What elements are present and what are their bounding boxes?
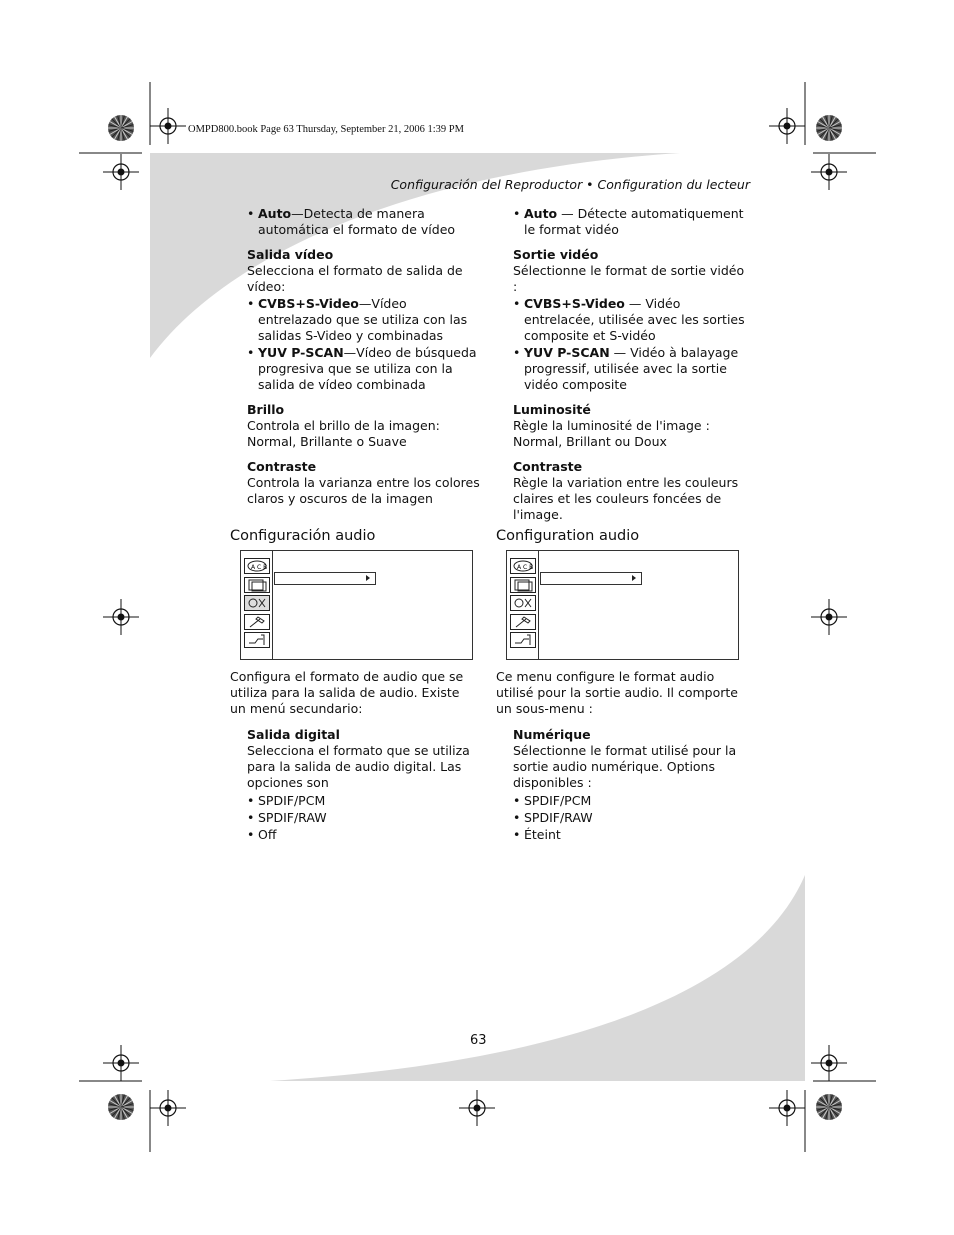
list-item [513, 296, 749, 344]
registration-target [150, 108, 186, 144]
spanish-audio-intro: Configura el formato de audio que se utiliza para la salida de audio. Existe un menú secundario: [230, 669, 464, 716]
registration-target [459, 1090, 495, 1126]
list-item: • Éteint [513, 827, 749, 843]
list-item: • SPDIF/RAW [247, 810, 483, 826]
registration-target [103, 599, 139, 635]
term: CVBS+S-Video [524, 296, 625, 311]
registration-starburst [108, 115, 134, 141]
term: YUV P-SCAN [258, 345, 344, 360]
list-item [247, 345, 483, 393]
list-item: • SPDIF/PCM [513, 793, 749, 809]
running-header: Configuración del Reproductor • Configuration du lecteur [390, 177, 750, 192]
registration-target [103, 1045, 139, 1081]
registration-target [811, 599, 847, 635]
registration-starburst [816, 115, 842, 141]
list-item: • SPDIF/PCM [247, 793, 483, 809]
menu-icon-column [507, 551, 539, 659]
registration-target [811, 154, 847, 190]
language-icon [244, 558, 270, 574]
menu-selection-field [540, 572, 642, 585]
screen-icon [510, 577, 536, 593]
registration-target [811, 1045, 847, 1081]
video-out-heading: Salida vídeo [247, 247, 334, 262]
registration-target [150, 1090, 186, 1126]
spanish-digital-section [247, 727, 483, 844]
page-number: 63 [470, 1033, 487, 1048]
digital-heading: Salida digital [247, 727, 340, 742]
definition: — Vidéo entrelacée, utilisée avec les sorties composite et S-vidéo [524, 296, 745, 343]
spanish-video-section [247, 205, 483, 507]
list-item [513, 345, 749, 393]
french-audio-intro: Ce menu configure le format audio utilisé pour la sortie audio. Il comporte un sous-menu : [496, 669, 738, 716]
spanish-audio-title: Configuración audio [230, 528, 376, 544]
video-out-heading: Sortie vidéo [513, 247, 599, 262]
digital-text: Sélectionne le format utilisé pour la sortie audio numérique. Options disponibles : [513, 743, 737, 790]
svg-text:A C B: A C B [251, 564, 268, 571]
definition: — Détecte automatiquement le format vidéo [524, 206, 744, 237]
definition: —Detecta de manera automática el formato de vídeo [258, 206, 456, 237]
tools-icon [244, 614, 270, 630]
term: CVBS+S-Video [258, 296, 359, 311]
menu-selection-field [274, 572, 376, 585]
print-stamp: OMPD800.book Page 63 Thursday, September 21, 2006 1:39 PM [188, 124, 464, 135]
exit-icon [244, 632, 270, 648]
language-icon [510, 558, 536, 574]
audio-icon [244, 595, 270, 611]
term: Auto [258, 206, 292, 221]
list-item [247, 296, 483, 344]
list-item [247, 206, 483, 238]
definition: —Vídeo de búsqueda progresiva que se utiliza con la salida de vídeo combinada [258, 345, 477, 392]
tools-icon [510, 614, 536, 630]
svg-text:A C B: A C B [517, 564, 534, 571]
list-item [513, 206, 749, 238]
french-digital-section [513, 727, 749, 844]
menu-icon-column [241, 551, 273, 659]
term: YUV P-SCAN [524, 345, 610, 360]
digital-heading: Numérique [513, 727, 591, 742]
list-item: • Off [247, 827, 483, 843]
audio-icon [510, 595, 536, 611]
brightness-heading: Luminosité [513, 402, 591, 417]
screen-icon [244, 577, 270, 593]
brightness-heading: Brillo [247, 402, 285, 417]
registration-starburst [816, 1094, 842, 1120]
video-out-text: Sélectionne le format de sortie vidéo : [513, 263, 745, 294]
registration-target [769, 108, 805, 144]
contrast-text: Controla la varianza entre los colores claros y oscuros de la imagen [247, 475, 480, 506]
contrast-text: Règle la variation entre les couleurs claires et les couleurs foncées de l'image. [513, 475, 739, 522]
exit-icon [510, 632, 536, 648]
contrast-heading: Contraste [513, 459, 583, 474]
brightness-text: Controla el brillo de la imagen: Normal, Brillante o Suave [247, 418, 440, 449]
registration-target [769, 1090, 805, 1126]
list-item: • SPDIF/RAW [513, 810, 749, 826]
french-video-section [513, 205, 749, 523]
digital-text: Selecciona el formato que se utiliza para la salida de audio digital. Las opciones son [247, 743, 470, 790]
french-audio-title: Configuration audio [496, 528, 640, 544]
audio-setup-menu-screenshot [506, 550, 739, 660]
audio-setup-menu-screenshot [240, 550, 473, 660]
registration-target [103, 154, 139, 190]
term: Auto [524, 206, 558, 221]
registration-starburst [108, 1094, 134, 1120]
contrast-heading: Contraste [247, 459, 317, 474]
brightness-text: Règle la luminosité de l'image : Normal, Brillant ou Doux [513, 418, 710, 449]
video-out-text: Selecciona el formato de salida de vídeo: [247, 263, 463, 294]
definition: — Vidéo à balayage progressif, utilisée avec la sortie vidéo composite [524, 345, 739, 392]
definition: —Vídeo entrelazado que se utiliza con las salidas S-Video y combinadas [258, 296, 468, 343]
